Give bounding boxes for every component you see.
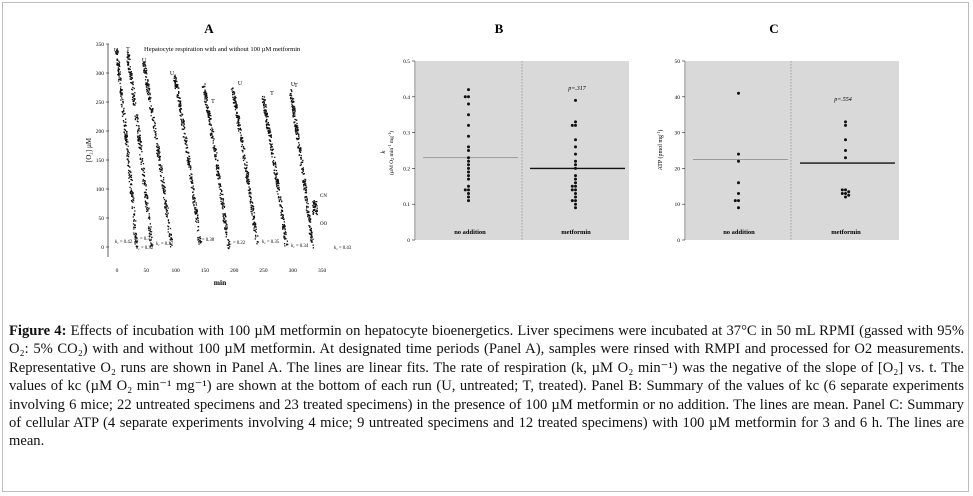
data-point (571, 199, 574, 202)
data-point (574, 99, 577, 102)
data-point (467, 149, 470, 152)
panel-a-y-ticks (96, 42, 109, 251)
panel-a-cn-oo (312, 200, 318, 215)
data-point (574, 163, 577, 166)
panel-a-k-label: $k_c = 0.43$ (334, 246, 352, 252)
data-point (737, 192, 740, 195)
panel-a-y-label: [O₂] µM (85, 137, 93, 163)
data-point (737, 92, 740, 95)
data-point (844, 124, 847, 127)
panel-a-x-ticks (116, 268, 327, 274)
panel-a-letter: A (204, 21, 214, 36)
cn-label: CN (320, 194, 327, 199)
y-tick-label: 0.5 (403, 59, 410, 65)
data-point (844, 196, 847, 199)
caption-line-7: mice; 9 untreated specimens and 12 treated specimens) with 100 µM metformin for 3 and 6 h. The lines are mean. (9, 415, 964, 450)
data-point (844, 138, 847, 141)
data-point (574, 178, 577, 181)
y-tick-label: 40 (674, 94, 680, 101)
data-point (467, 188, 470, 191)
data-point (847, 190, 850, 193)
data-point (574, 153, 577, 156)
panel-a-y-tick-label: 100 (95, 187, 104, 193)
data-point (844, 120, 847, 123)
data-point (574, 138, 577, 141)
data-point (737, 199, 740, 202)
data-point (574, 160, 577, 163)
data-point (467, 103, 470, 106)
panel-a-run-label: U (113, 48, 119, 54)
data-point (844, 149, 847, 152)
data-point (464, 95, 467, 98)
panel-a-k-label: $k_c = 0.22$ (228, 241, 246, 247)
data-point (574, 192, 577, 195)
panel-a-run-trace (289, 89, 314, 249)
caption-line-1: Effects of incubation with 100 µM metformin on hepatocyte bioenergetics. Liver specimens were incubated at 37°C in 50 mL RPMI (70, 323, 855, 339)
caption-line-5: treated). Panel B: Summary of the values of kc (6 separate experiments involving 6 mice; 22 untreated specimens and 23 treated specimens) in (9, 378, 964, 413)
panel-a-y-tick-label: 250 (95, 100, 104, 106)
data-point (574, 181, 577, 184)
panel-a-run-trace (262, 96, 289, 247)
data-point (574, 206, 577, 209)
panel-b (380, 21, 629, 244)
panel-b-cat-metformin: metformin (561, 229, 591, 236)
panel-c (656, 21, 899, 244)
panel-a-k-label: $k_c = 0.32$ (136, 246, 154, 252)
data-point (467, 174, 470, 177)
panel-a-y-tick-label: 50 (98, 216, 104, 222)
panel-a-runs (115, 49, 314, 250)
data-point (574, 196, 577, 199)
y-tick-label: 10 (674, 202, 680, 209)
data-point (844, 188, 847, 191)
y-tick-label: 0.2 (403, 166, 410, 173)
panel-b-letter: B (494, 21, 504, 36)
data-point (574, 199, 577, 202)
panel-a-run-label: U (141, 58, 147, 64)
panel-a-y-tick-label: 300 (95, 71, 104, 77)
panel-a-run-trace (173, 75, 202, 245)
panel-a-x-tick-label: 150 (200, 268, 210, 274)
panel-a-run-label: T (270, 91, 274, 97)
data-point (467, 145, 470, 148)
panel-b-cat-no-addition: no addition (454, 229, 486, 236)
data-point (737, 153, 740, 156)
y-tick-label: 0.4 (403, 94, 410, 101)
data-point (574, 185, 577, 188)
y-tick-label: 30 (674, 130, 680, 137)
panel-a-k-label: $k_c = 0.33$ (135, 237, 153, 243)
panel-a-x-tick-label: 100 (171, 268, 180, 274)
data-point (467, 95, 470, 98)
data-point (571, 185, 574, 188)
panel-a-run-trace (231, 87, 259, 244)
panel-a-y-tick-label: 350 (95, 42, 104, 48)
panel-a-run-trace (115, 49, 138, 248)
panel-a-k-label: $k_c = 0.38$ (197, 238, 215, 244)
panel-a-x-tick-label: 300 (288, 268, 297, 274)
panel-c-letter: C (769, 21, 779, 36)
data-point (467, 113, 470, 116)
data-point (847, 194, 850, 197)
panel-a-run-label: T (294, 83, 298, 89)
panel-a-run-label: U (169, 71, 175, 77)
y-tick-label: 0 (407, 238, 410, 244)
panel-a-x-tick-label: 200 (230, 268, 239, 274)
panel-a-y-tick-label: 200 (95, 129, 104, 135)
data-point (574, 174, 577, 177)
panel-a-x-label: min (213, 278, 227, 287)
panel-c-cat-no-addition: no addition (723, 229, 755, 236)
panel-a-run-label: T (211, 99, 215, 105)
panel-a-x-tick-label: 250 (259, 268, 268, 274)
data-point (574, 188, 577, 191)
data-point (467, 160, 470, 163)
data-point (574, 203, 577, 206)
panel-b-y-label: (µM O2 $\min^{-1} mg^{-1}$) (387, 130, 395, 176)
data-point (464, 188, 467, 191)
data-point (571, 124, 574, 127)
panel-a-k-label: $k_c = 0.35$ (262, 240, 280, 246)
panel-c-p-value: p=.554 (834, 97, 852, 103)
data-point (737, 206, 740, 209)
panel-a-run-label: U (237, 81, 243, 87)
y-tick-label: 0.1 (403, 202, 410, 209)
data-point (467, 178, 470, 181)
panel-a-run-trace (127, 51, 154, 247)
panel-c-plot-area (686, 61, 899, 240)
caption-line-3: and processed for O2 measurements. Representative O₂ runs are shown in Panel A. The lines are linear fits. The rate of respiration (k, µM O₂ (9, 341, 964, 376)
data-point (467, 135, 470, 138)
panel-c-cat-metformin: metformin (831, 229, 861, 236)
panel-a-run-trace (142, 61, 173, 247)
y-tick-label: 50 (674, 59, 680, 65)
data-point (467, 124, 470, 127)
panel-a-k-label: $k_c = 0.42$ (115, 240, 133, 246)
panel-a-y-tick-label: 150 (95, 158, 104, 164)
panel-b-plot-area (416, 61, 629, 240)
data-point (574, 145, 577, 148)
data-point (467, 171, 470, 174)
data-point (841, 188, 844, 191)
panel-a-run-label: T (126, 47, 130, 53)
panel-a-run-trace (202, 83, 231, 249)
data-point (574, 167, 577, 170)
panel-c-y-ticks (675, 59, 686, 244)
data-point (844, 156, 847, 159)
panel-a (85, 21, 352, 287)
panel-a-y-tick-label: 0 (101, 245, 104, 251)
panel-a-run-label: U (290, 82, 296, 88)
y-tick-label: 20 (674, 166, 680, 173)
panel-b-p-value: p=.317 (568, 86, 586, 92)
y-tick-label: 0 (677, 238, 680, 244)
caption-line-6: the presence of 100 µM metformin or no addition. The lines are mean. Panel C: Summary of cellular ATP (4 separate experiments involving 4 (9, 396, 964, 432)
panel-a-x-tick-label: 350 (317, 268, 327, 274)
panel-b-y-label-k: k (380, 150, 387, 154)
data-point (844, 192, 847, 195)
data-point (737, 160, 740, 163)
panel-a-x-tick-label: 50 (143, 268, 150, 274)
panel-c-y-label: ATP (pmol $mg^{-1}$) (656, 129, 664, 171)
data-point (734, 199, 737, 202)
panel-a-title: Hepatocyte respiration with and without 100 µM metformin (144, 46, 301, 53)
figure-caption (9, 322, 964, 451)
data-point (574, 124, 577, 127)
data-point (467, 88, 470, 91)
data-point (737, 181, 740, 184)
data-point (574, 120, 577, 123)
panel-a-k-label: $k_c = 0.34$ (291, 244, 309, 250)
data-point (467, 156, 470, 159)
y-tick-label: 0.3 (403, 130, 410, 137)
data-point (841, 192, 844, 195)
data-point (571, 188, 574, 191)
data-point (467, 163, 470, 166)
oo-label: OO (320, 222, 328, 227)
data-point (467, 192, 470, 195)
panel-a-k-label: $k_c = 0.27$ (156, 242, 174, 248)
data-point (467, 196, 470, 199)
panel-a-x-tick-label: 0 (115, 268, 119, 274)
caption-line-2: (gassed with 95% O₂: 5% CO₂) with and without 100 µM metformin. At designated time periods (Panel A), samples were rinsed with RMPI (9, 323, 964, 358)
caption-figure-label: Figure 4: (9, 323, 67, 339)
panel-a-k-labels (115, 237, 352, 251)
data-point (467, 167, 470, 170)
data-point (467, 199, 470, 202)
caption-line-4: min⁻¹) was the negative of the slope of [O₂] vs. t. The values of kc (µM O₂ min⁻¹ mg⁻¹) are shown at the bottom of each run (U, untreated; T, (9, 359, 964, 395)
data-point (467, 185, 470, 188)
panel-b-y-ticks (403, 59, 415, 244)
